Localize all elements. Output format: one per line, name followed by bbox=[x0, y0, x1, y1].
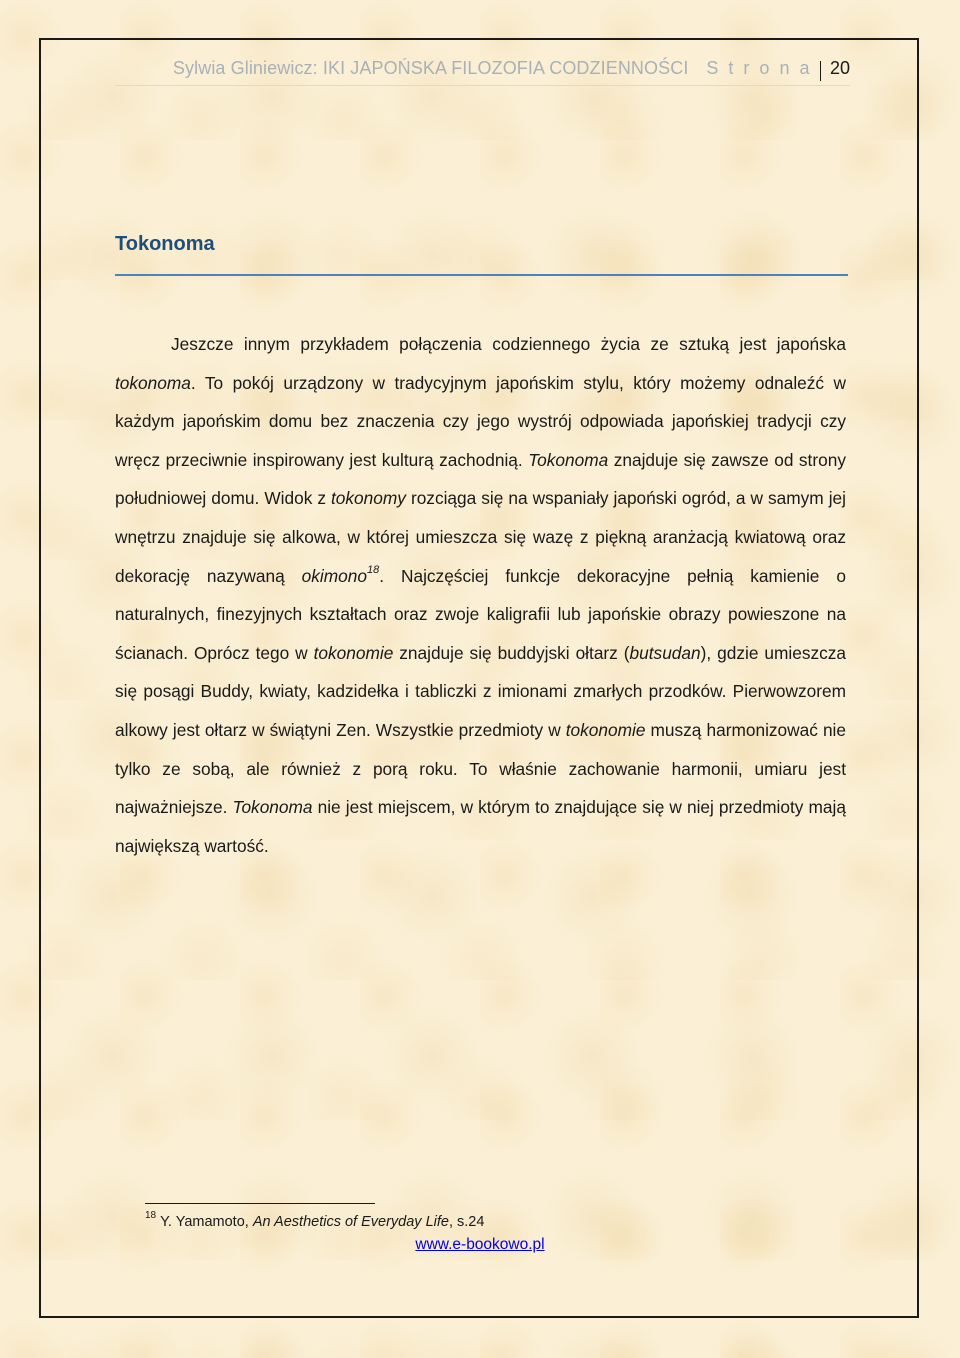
footnote-page: , s.24 bbox=[448, 1213, 485, 1230]
footnote-reference[interactable]: 18 bbox=[366, 563, 380, 576]
italic-term: okimono bbox=[301, 565, 367, 586]
body-paragraph bbox=[115, 325, 846, 865]
italic-term: tokonoma bbox=[115, 372, 191, 393]
header-rule bbox=[115, 85, 850, 86]
header-page-number: 20 bbox=[829, 58, 850, 78]
section-rule bbox=[115, 274, 848, 276]
text-run: muszą harmonizować nie tylko ze sobą, ale również z porą roku. To właśnie zachowanie harmonii, umiaru jest najważniejsze. bbox=[115, 719, 847, 818]
text-run: . To pokój urządzony w tradycyjnym japońskim stylu, który możemy odnaleźć w każdym japońskim domu bez znaczenia czy jego wystrój odpowiada japońskiej tradycji czy wręcz przeciwnie inspirowany jest kulturą zachodnią. bbox=[115, 372, 846, 470]
italic-term: Tokonoma bbox=[528, 449, 609, 470]
footnote-number: 18 bbox=[145, 1210, 157, 1221]
italic-term: butsudan bbox=[629, 642, 701, 663]
italic-term: tokonomie bbox=[313, 642, 394, 663]
text-run: nie jest miejscem, w którym to znajdujące się w niej przedmioty mają największą wartość. bbox=[115, 797, 846, 856]
text-run: znajduje się zawsze od strony południowej domu. Widok z bbox=[115, 449, 846, 509]
text-run: Jeszcze innym przykładem połączenia codziennego życia ze sztuką jest japońska bbox=[171, 334, 846, 354]
text-run: rozciąga się na wspaniały japoński ogród, a w samym jej wnętrzu znajduje się alkowa, w której umieszcza się wazę z piękną aranżacją kwiatową oraz dekorację nazywaną bbox=[115, 488, 846, 586]
text-run: ), gdzie umieszcza się posągi Buddy, kwiaty, kadzidełka i tabliczki z imionami zmarłych przodków. Pierwowzorem alkowy jest ołtarz w świątyni Zen. Wszystkie przedmioty w bbox=[115, 642, 847, 740]
footnote-separator bbox=[145, 1203, 375, 1204]
footer bbox=[0, 1236, 960, 1254]
text-run: . Najczęściej funkcje dekoracyjne pełnią kamienie o naturalnych, finezyjnych kształtach oraz zwoje kaligrafii lub japońskie obrazy powieszone na ścianach. Oprócz tego w bbox=[115, 565, 846, 663]
header-title: Sylwia Gliniewicz: IKI JAPOŃSKA FILOZOFIA CODZIENNOŚCI bbox=[172, 58, 689, 78]
italic-term: tokonomy bbox=[331, 488, 406, 509]
italic-term: Tokonoma bbox=[232, 797, 313, 818]
running-header bbox=[115, 58, 850, 84]
footnote-author: Y. Yamamoto, bbox=[160, 1213, 253, 1230]
footnote bbox=[145, 1212, 484, 1230]
footnote-book-title: An Aesthetics of Everyday Life bbox=[252, 1213, 449, 1230]
header-separator bbox=[820, 61, 821, 81]
website-link[interactable]: www.e-bookowo.pl bbox=[415, 1236, 545, 1253]
header-page-word: S t r o n a bbox=[706, 58, 812, 78]
text-run: znajduje się buddyjski ołtarz ( bbox=[393, 642, 630, 663]
italic-term: tokonomie bbox=[565, 719, 646, 740]
section-title: Tokonoma bbox=[115, 233, 215, 255]
